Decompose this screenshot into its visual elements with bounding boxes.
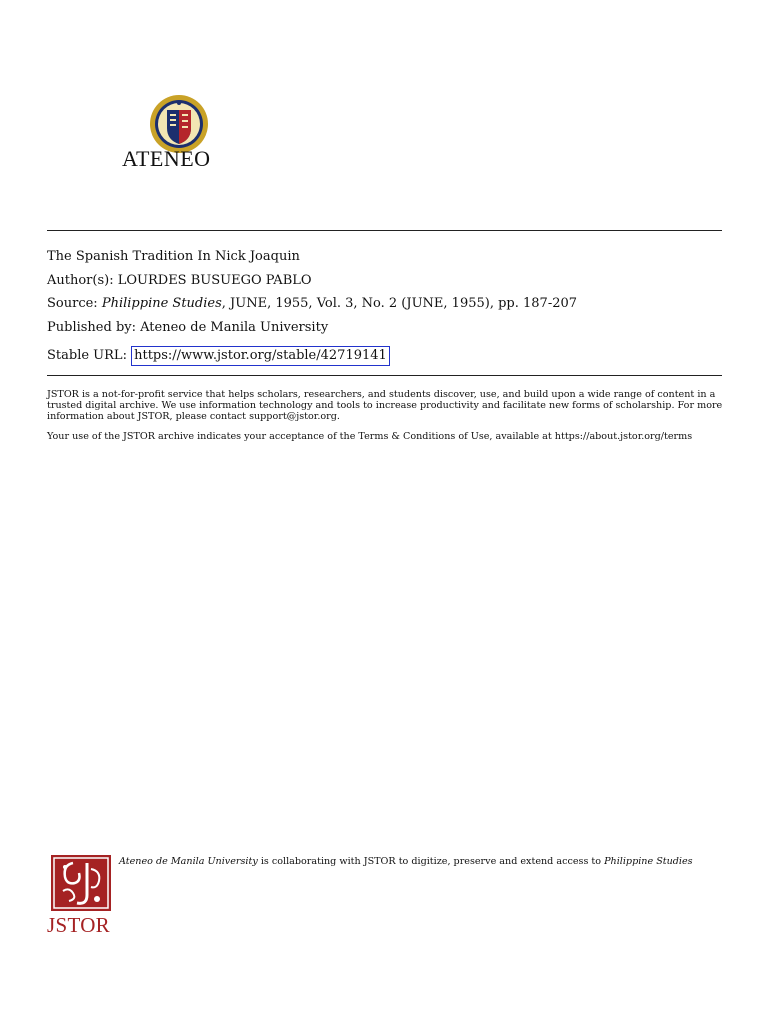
middle-divider [47, 375, 722, 376]
article-title: The Spanish Tradition In Nick Joaquin [47, 249, 300, 264]
source-journal: Philippine Studies [101, 296, 222, 311]
source-label: Source: [47, 296, 98, 311]
terms-paragraph: Your use of the JSTOR archive indicates your acceptance of the Terms & Conditions of Use, available at https://about.jstor.org/terms [47, 431, 693, 442]
jstor-logo-icon [51, 855, 111, 911]
stable-url-line [47, 346, 390, 366]
collab-text: is collaborating with JSTOR to digitize, preserve and extend access to [257, 856, 605, 867]
publisher-line [47, 320, 328, 336]
author-label: Author(s): [47, 273, 114, 288]
top-divider [47, 230, 722, 231]
author-line [47, 273, 312, 289]
source-details: , JUNE, 1955, Vol. 3, No. 2 (JUNE, 1955), pp. 187-207 [221, 296, 578, 311]
source-line [47, 296, 577, 312]
author-name: LOURDES BUSUEGO PABLO [117, 273, 312, 288]
publisher-logo [122, 94, 242, 174]
jstor-logo [47, 855, 117, 937]
jstor-wordmark: JSTOR [47, 913, 110, 937]
stable-url-label: Stable URL: [47, 348, 127, 363]
collab-journal: Philippine Studies [604, 856, 693, 867]
ateneo-wordmark: ATENEO [122, 146, 211, 171]
collaboration-statement [119, 856, 719, 867]
collab-institution: Ateneo de Manila University [119, 856, 258, 867]
jstor-notice-paragraph: JSTOR is a not-for-profit service that helps scholars, researchers, and students discover, use, and build upon a wide range of content in a trusted digital archive. We use information technology and tools to increase productivity and facilitate new forms of scholarship. For more information about JSTOR, please contact support@jstor.org. [47, 389, 723, 422]
stable-url-link[interactable]: https://www.jstor.org/stable/42719141 [131, 346, 390, 366]
publisher-name: Ateneo de Manila University [140, 320, 329, 335]
publisher-label: Published by: [47, 320, 136, 335]
ateneo-seal-icon [149, 94, 209, 154]
